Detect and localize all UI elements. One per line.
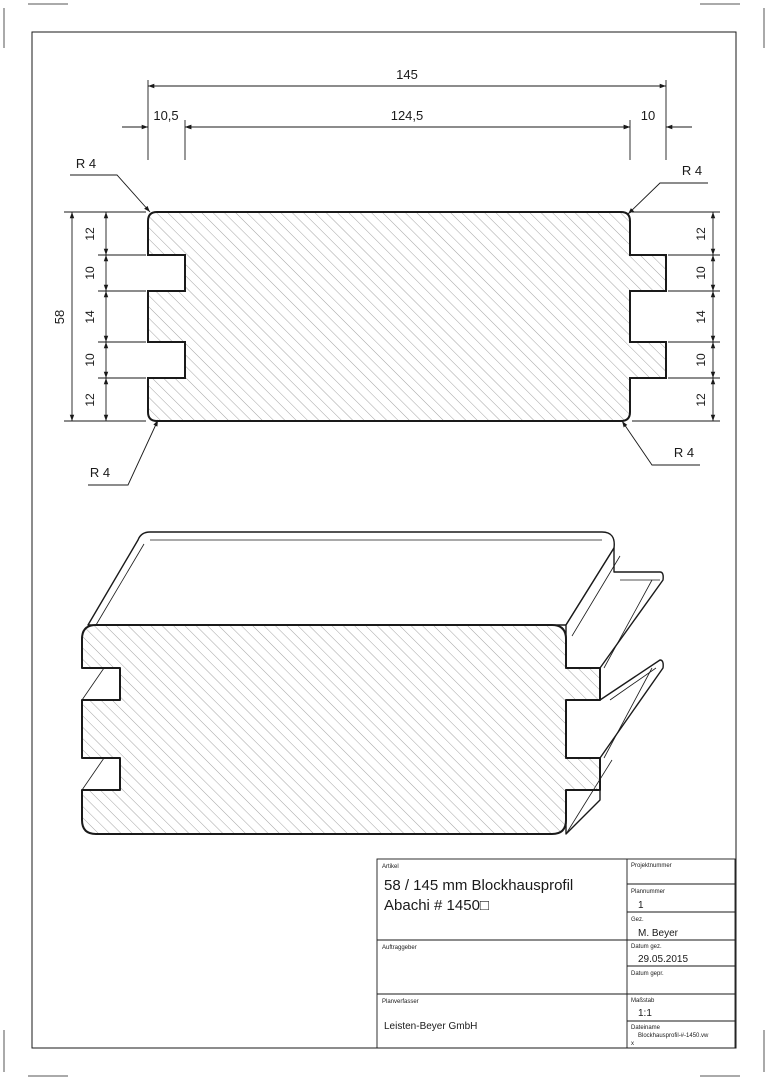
projektnummer-label: Projektnummer (631, 863, 672, 869)
dim-total-width: 145 (396, 67, 418, 82)
dim-left-seg-1: 12 (83, 227, 97, 241)
dim-left-seg-5: 12 (83, 393, 97, 407)
dateiname-value: Blockhausprofil-#-1450.vw (638, 1033, 709, 1039)
gez-value: M. Beyer (638, 928, 679, 939)
dateiname-value-2: x (631, 1041, 634, 1047)
dateiname-label: Dateiname (631, 1025, 661, 1031)
title-line-1: 58 / 145 mm Blockhausprofil (384, 877, 574, 894)
profile-section (148, 212, 666, 421)
iso-right-face-bottom (566, 790, 600, 834)
datum-gepr-label: Datum gepr. (631, 971, 664, 977)
gez-label: Gez. (631, 917, 644, 923)
planverfasser-label: Planverfasser (382, 999, 419, 1005)
iso-front-face (82, 625, 600, 834)
profile-outline (148, 212, 666, 421)
dim-left-seg-2: 10 (83, 266, 97, 280)
iso-top-face (88, 532, 614, 625)
isometric-view (82, 532, 663, 834)
dim-left-seg-4: 10 (83, 353, 97, 367)
radius-bottom-left: R 4 (89, 465, 111, 480)
plannummer-value: 1 (638, 900, 644, 911)
dim-left-seg-3: 14 (83, 310, 97, 324)
dim-right-seg-5: 12 (694, 393, 708, 407)
planverfasser-value: Leisten-Beyer GmbH (384, 1021, 478, 1032)
dim-right-seg-1: 12 (694, 227, 708, 241)
plannummer-label: Plannummer (631, 889, 666, 895)
datum-gez-value: 29.05.2015 (638, 954, 689, 965)
radius-bottom-right: R 4 (673, 445, 695, 460)
massstab-label: Maßstab (631, 998, 655, 1004)
dim-height: 58 (52, 309, 67, 325)
datum-gez-label: Datum gez. (631, 944, 662, 950)
dim-right-offset: 10 (640, 108, 656, 123)
radius-top-left: R 4 (75, 156, 97, 171)
auftraggeber-label: Auftraggeber (382, 945, 417, 951)
massstab-value: 1:1 (638, 1008, 652, 1019)
dim-middle-width: 124,5 (390, 108, 424, 123)
artikel-label: Artikel (382, 864, 399, 870)
dim-left-offset: 10,5 (153, 108, 179, 123)
dim-right-seg-4: 10 (694, 353, 708, 367)
dim-right-seg-3: 14 (694, 310, 708, 324)
title-line-2: Abachi # 1450□ (384, 897, 489, 914)
radius-top-right: R 4 (681, 163, 703, 178)
dim-right-seg-2: 10 (694, 266, 708, 280)
left-vertical-dimensions (64, 212, 146, 421)
